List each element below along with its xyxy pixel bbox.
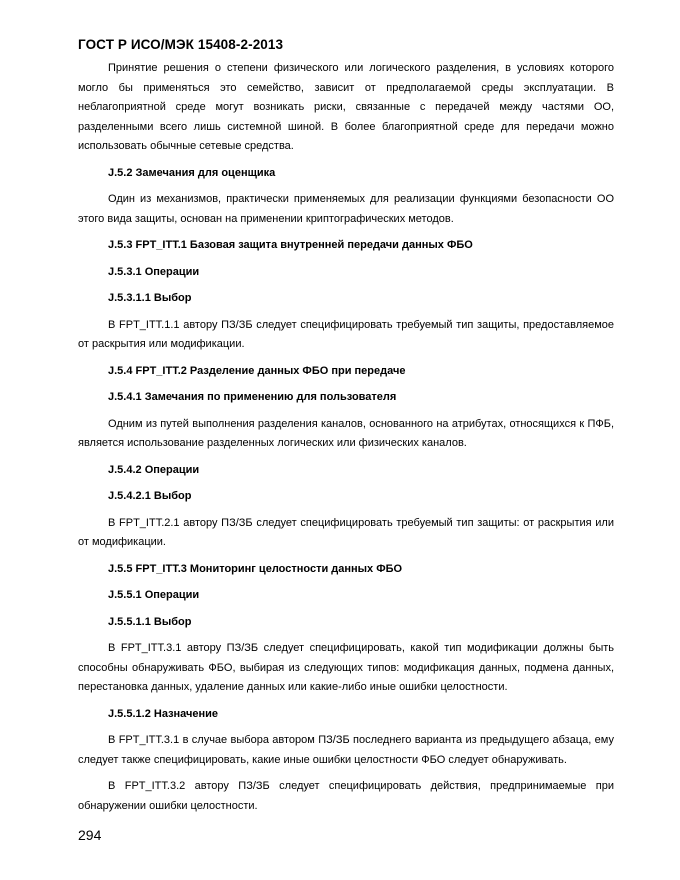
paragraph: В FPT_ITT.2.1 автору ПЗ/ЗБ следует специфицировать требуемый тип защиты: от раскрытия или от модификации. bbox=[78, 516, 614, 548]
page-number: 294 bbox=[78, 827, 102, 843]
paragraph: Одним из путей выполнения разделения каналов, основанного на атрибутах, относящихся к ПФБ, является использование разделенных логических или физических каналов. bbox=[78, 417, 614, 449]
section-heading: J.5.5.1 Операции bbox=[108, 589, 200, 601]
section-heading: J.5.3.1.1 Выбор bbox=[108, 292, 192, 304]
paragraph: Принятие решения о степени физического или логического разделения, в условиях которого могло бы применяться это семейство, зависит от предполагаемой среды эксплуатации. В неблагоприятной среде могут возникать риски, связанные с передачей между частями ОО, разделенными всего лишь системной шиной. В более благоприятной среде для передачи можно использовать обычные сетевые средства. bbox=[78, 62, 614, 152]
section-heading: J.5.5.1.2 Назначение bbox=[108, 707, 219, 720]
section-heading: J.5.4.1 Замечания по применению для пользователя bbox=[108, 391, 397, 403]
section-heading: J.5.3.1 Операции bbox=[108, 265, 200, 278]
section-heading: J.5.4.2.1 Выбор bbox=[108, 490, 192, 502]
document-header: ГОСТ Р ИСО/МЭК 15408-2-2013 bbox=[78, 37, 284, 52]
section-heading: J.5.5.1.1 Выбор bbox=[108, 615, 192, 628]
paragraph: В FPT_ITT.3.1 в случае выбора автором ПЗ/ЗБ последнего варианта из предыдущего абзаца, ему следует также специфицировать, какие иные ошибки целостности ФБО следует обнаруживать. bbox=[78, 734, 614, 766]
document-body bbox=[78, 59, 614, 823]
section-heading: J.5.2 Замечания для оценщика bbox=[108, 166, 276, 179]
section-heading: J.5.4 FPT_ITT.2 Разделение данных ФБО при передаче bbox=[108, 364, 406, 377]
section-heading: J.5.3 FPT_ITT.1 Базовая защита внутренней передачи данных ФБО bbox=[108, 239, 473, 251]
paragraph: В FPT_ITT.1.1 автору ПЗ/ЗБ следует специфицировать требуемый тип защиты, предоставляемое от раскрытия или модификации. bbox=[78, 318, 614, 350]
paragraph: Один из механизмов, практически применяемых для реализации функциями безопасности ОО этого вида защиты, основан на применении криптографических методов. bbox=[78, 193, 614, 225]
paragraph: В FPT_ITT.3.1 автору ПЗ/ЗБ следует специфицировать, какой тип модификации должны быть способны обнаруживать ФБО, выбирая из следующих типов: модификация данных, подмена данных, перестановка данных, удаление данных или какие-либо иные ошибки целостности. bbox=[78, 642, 614, 693]
section-heading: J.5.4.2 Операции bbox=[108, 463, 200, 476]
paragraph: В FPT_ITT.3.2 автору ПЗ/ЗБ следует специфицировать действия, предпринимаемые при обнаружении ошибки целостности. bbox=[78, 780, 614, 812]
section-heading: J.5.5 FPT_ITT.3 Мониторинг целостности данных ФБО bbox=[108, 562, 403, 575]
